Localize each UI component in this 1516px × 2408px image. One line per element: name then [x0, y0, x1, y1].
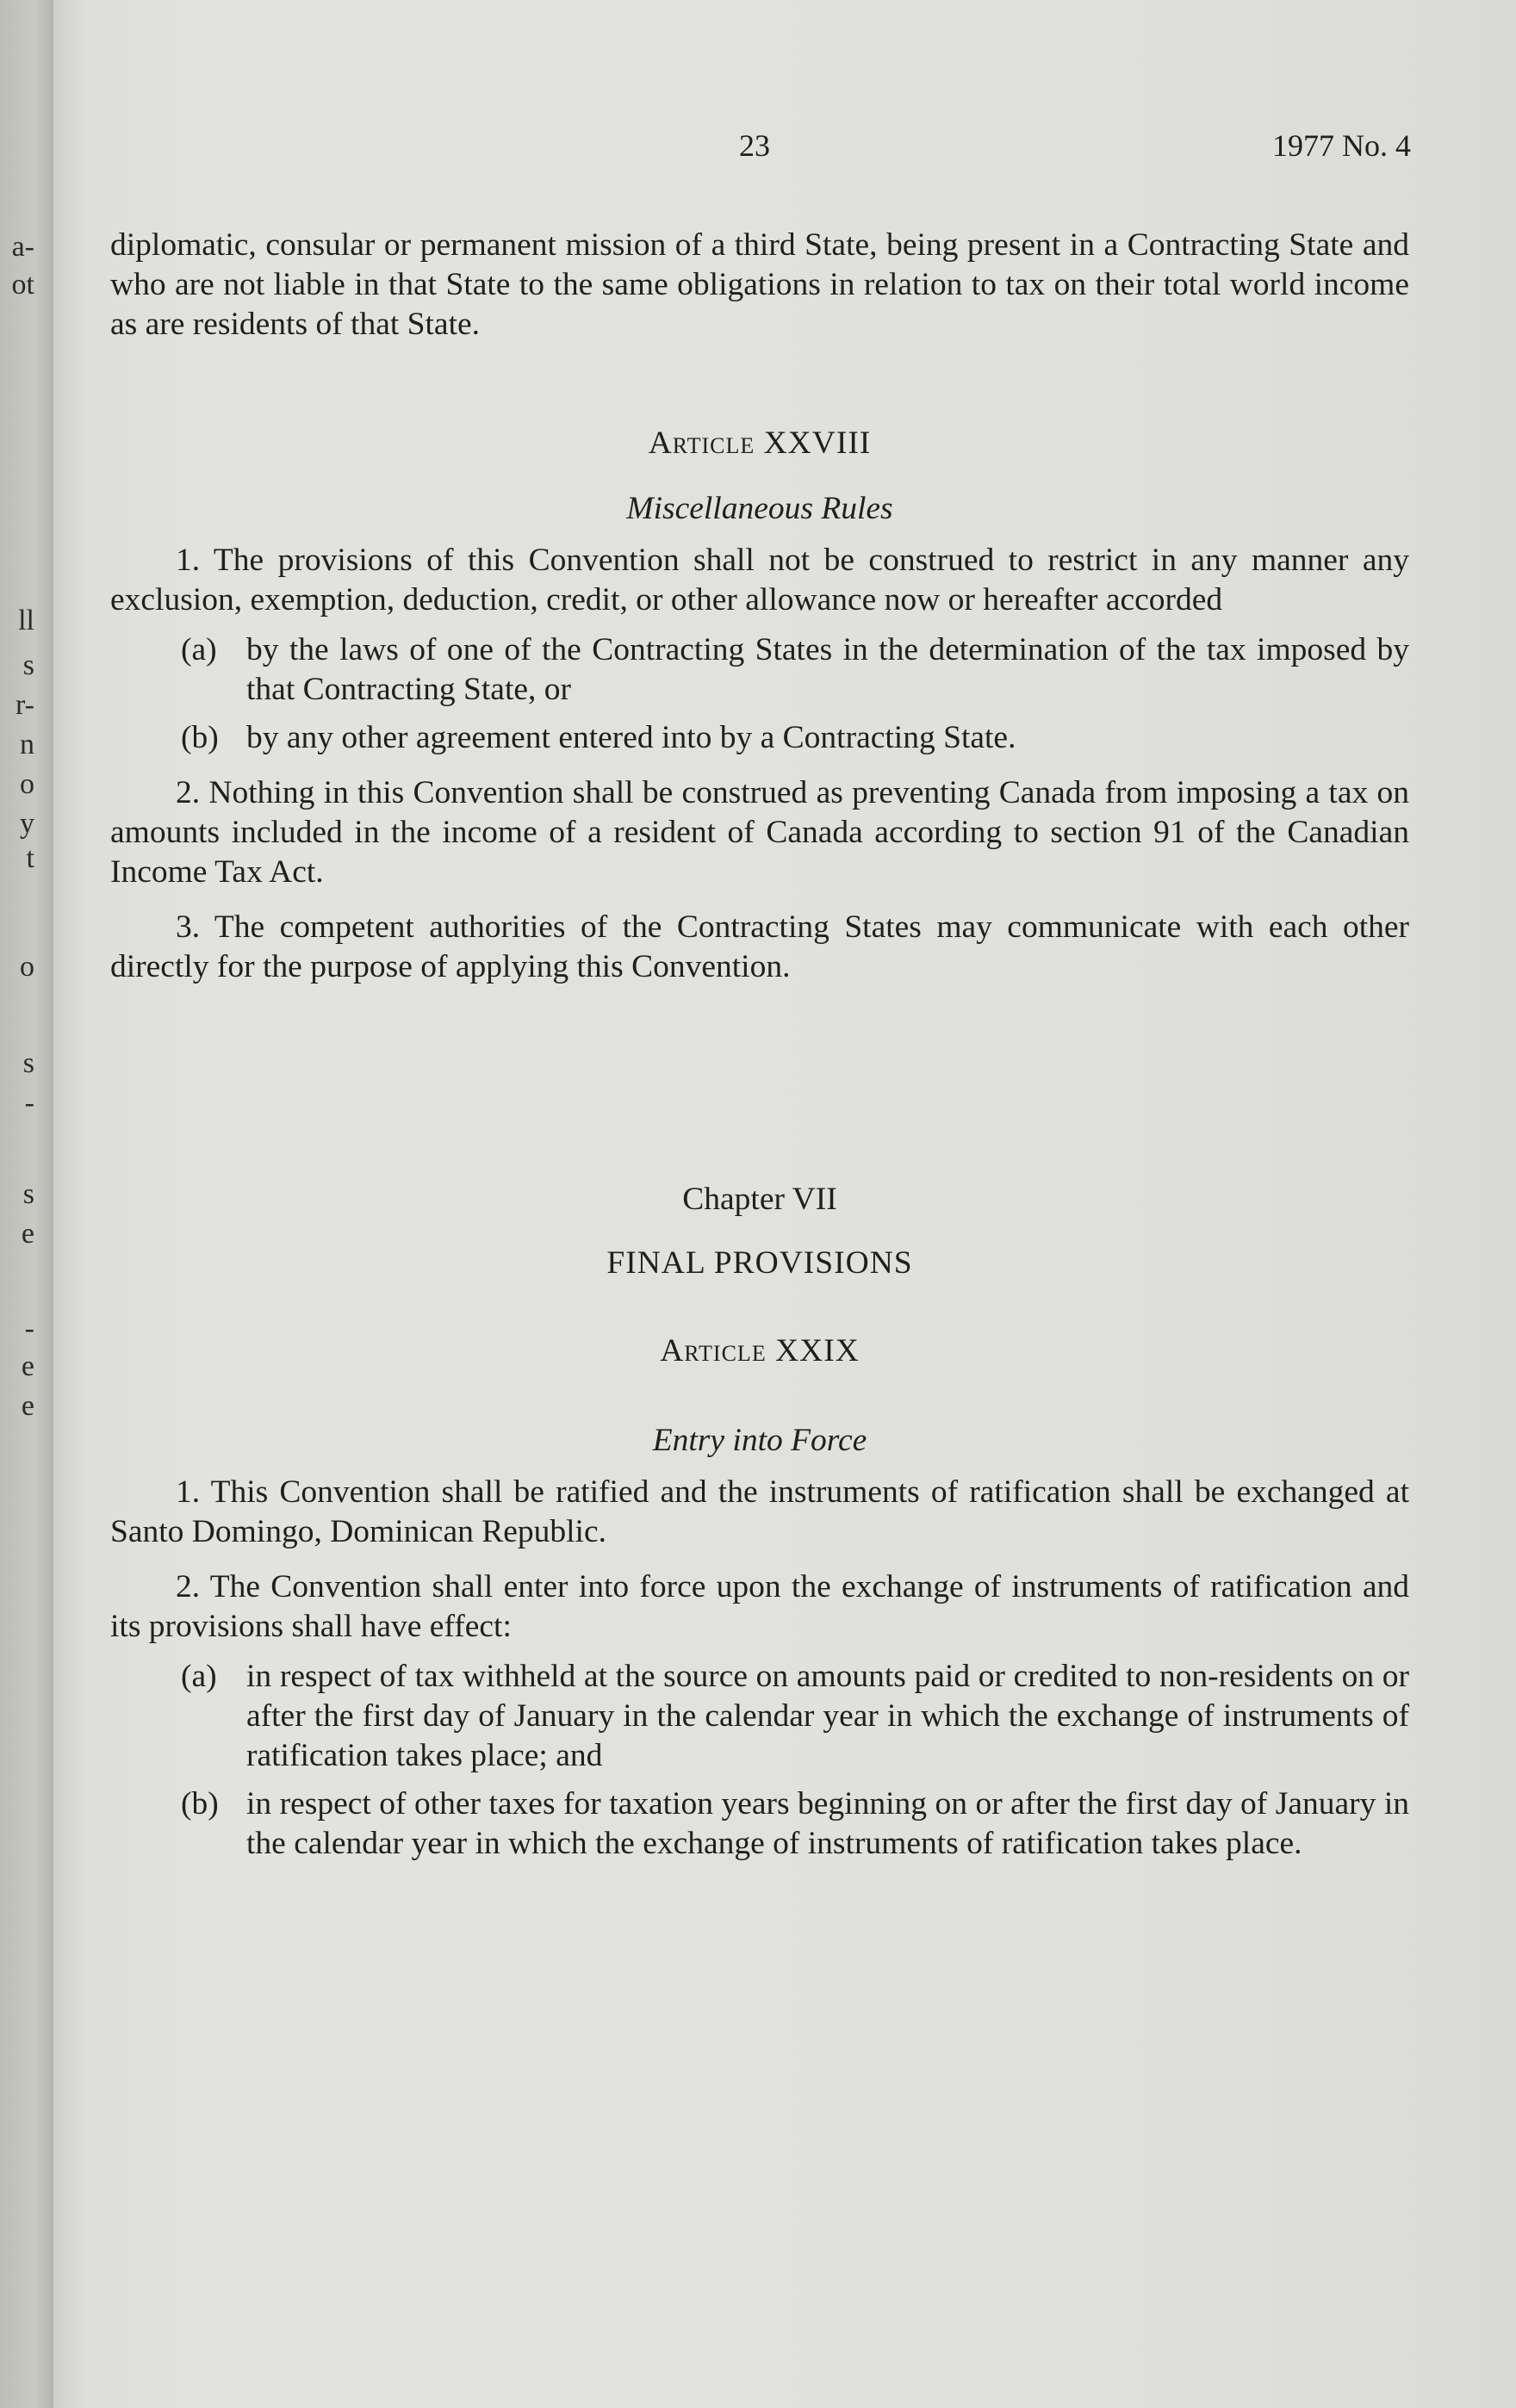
spine-fragment: y: [20, 808, 34, 840]
list-item-label: (b): [181, 720, 219, 755]
spine-fragment: ot: [11, 269, 34, 301]
list-item-text: in respect of tax withheld at the source on amounts paid or credited to non-residents on or after the first day of January in the calendar year in which the exchange of instruments of ratification takes place; and: [246, 1659, 1409, 1773]
spine-fragment: t: [26, 842, 34, 874]
spine-fragment: n: [20, 729, 34, 760]
book-spine-edge: [0, 0, 53, 2408]
article-xxix-title: Article XXIX: [660, 1333, 860, 1368]
article-xxix-subtitle: Entry into Force: [652, 1423, 867, 1458]
chapter-subtitle: FINAL PROVISIONS: [606, 1245, 913, 1281]
page-number: 23: [739, 128, 770, 163]
article-xxix-paragraph-2: 2. The Convention shall enter into force upon the exchange of instruments of ratification and its provisions shall have effect:: [110, 1569, 1409, 1644]
spine-fragment: o: [20, 768, 34, 800]
list-item-text: by the laws of one of the Contracting States in the determination of the tax imposed by that Contracting State, or: [246, 632, 1409, 707]
spine-fragment: o: [20, 951, 34, 983]
list-item-text: in respect of other taxes for taxation years beginning on or after the first day of January in the calendar year in which the exchange of instruments of ratification takes place.: [246, 1786, 1409, 1861]
spine-fragment: -: [24, 1313, 34, 1344]
spine-fragment: r-: [16, 689, 34, 721]
article-xxviii-paragraph-3: 3. The competent authorities of the Contracting States may communicate with each other directly for the purpose of applying this Convention.: [110, 909, 1409, 984]
article-xxviii-paragraph-1: 1. The provisions of this Convention shall not be construed to restrict in any manner any exclusion, exemption, deduction, credit, or other allowance now or hereafter accorded: [110, 543, 1409, 618]
spine-fragment: s: [22, 1047, 34, 1079]
chapter-title: Chapter VII: [682, 1182, 837, 1217]
list-item: [181, 1784, 1409, 1864]
list-item: [181, 630, 1409, 710]
spine-fragment: e: [21, 1218, 34, 1250]
spine-fragment: -: [24, 1087, 34, 1119]
list-item: [181, 718, 1409, 758]
list-item-label: (a): [181, 632, 217, 667]
spine-fragment: a-: [11, 231, 34, 263]
list-item: [181, 1657, 1409, 1776]
spine-fragment: ll: [18, 605, 34, 636]
running-head: 1977 No. 4: [1272, 128, 1411, 163]
article-xxviii-title: Article XXVIII: [648, 425, 872, 461]
continuation-paragraph: diplomatic, consular or permanent mission of a third State, being present in a Contracting State and who are not liable in that State to the same obligations in relation to tax on their total world income as are residents of that State.: [110, 227, 1409, 342]
article-xxviii-paragraph-2: 2. Nothing in this Convention shall be construed as preventing Canada from imposing a tax on amounts included in the income of a resident of Canada according to section 91 of the Canadian Income Tax Act.: [110, 775, 1409, 890]
spine-fragment: s: [22, 1178, 34, 1210]
article-xxix-paragraph-1: 1. This Convention shall be ratified and the instruments of ratification shall be exchanged at Santo Domingo, Dominican Republic.: [110, 1474, 1409, 1549]
list-item-label: (b): [181, 1786, 219, 1822]
spine-fragment: s: [22, 649, 34, 681]
article-xxviii-subtitle: Miscellaneous Rules: [626, 491, 893, 526]
list-item-label: (a): [181, 1659, 217, 1694]
spine-fragment: e: [21, 1350, 34, 1382]
page-header: [0, 127, 1516, 171]
list-item-text: by any other agreement entered into by a Contracting State.: [246, 720, 1016, 755]
spine-fragment: e: [21, 1390, 34, 1422]
page-body: [110, 226, 1409, 1864]
